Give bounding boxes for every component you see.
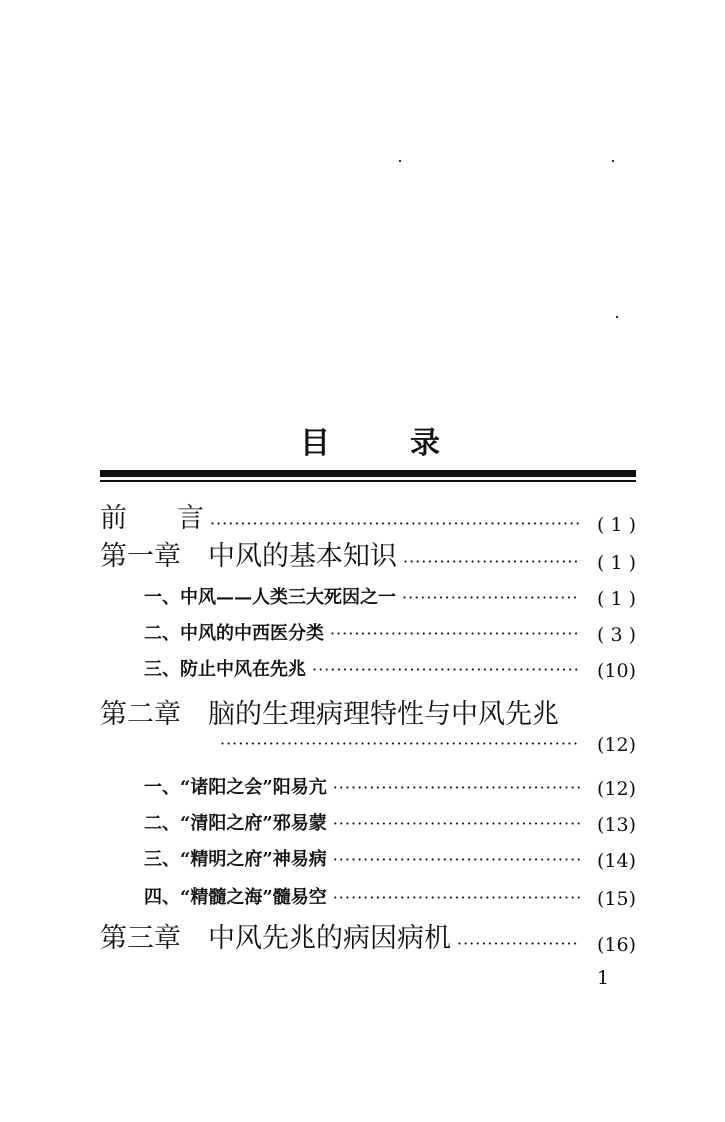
toc-entry-page: (10) — [596, 660, 636, 682]
toc-entry-label: 二、“清阳之府”邪易蒙 — [144, 813, 327, 834]
scan-speck — [616, 316, 618, 318]
toc-entry-section[interactable] — [144, 586, 636, 610]
leader-dots — [210, 516, 580, 532]
toc-entry-page: (12) — [596, 778, 636, 800]
leader-dots — [333, 816, 580, 832]
scan-speck — [399, 160, 401, 162]
leader-dots — [333, 780, 580, 796]
toc-entry-section[interactable] — [144, 886, 636, 910]
toc-entry-label: 第一章 中风的基本知识 — [100, 541, 397, 572]
toc-entry-label: 第二章 脑的生理病理特性与中风先兆 — [100, 699, 559, 730]
toc-entry-preface[interactable] — [100, 502, 636, 536]
page-number: 1 — [597, 967, 610, 989]
toc-entry-chapter-2[interactable] — [100, 698, 636, 732]
toc-entry-section[interactable] — [144, 658, 636, 682]
leader-dots — [403, 554, 580, 570]
toc-entry-page: ( 3 ) — [597, 624, 636, 646]
toc-entry-label: 三、防止中风在先兆 — [144, 659, 306, 680]
toc-entry-label: 三、“精明之府”神易病 — [144, 849, 327, 870]
toc-entry-label: 一、“诸阳之会”阳易亢 — [144, 777, 327, 798]
scan-speck — [612, 160, 614, 162]
title-rule-thick — [100, 470, 636, 477]
leader-dots — [220, 736, 580, 752]
toc-title — [300, 424, 440, 464]
toc-title-char: 目 — [300, 426, 330, 461]
title-rule-thin — [100, 480, 636, 482]
leader-dots — [333, 890, 580, 906]
toc-entry-section[interactable] — [144, 812, 636, 836]
toc-entry-chapter-3[interactable] — [100, 922, 636, 956]
toc-entry-page: ( 1 ) — [597, 588, 636, 610]
toc-entry-page: (12) — [596, 734, 636, 756]
toc-entry-page: (14) — [596, 850, 636, 872]
leader-dots — [330, 626, 580, 642]
toc-entry-section[interactable] — [144, 848, 636, 872]
toc-entry-page: (13) — [596, 814, 636, 836]
toc-title-char: 录 — [410, 426, 440, 461]
toc-entry-page: ( 1 ) — [597, 514, 636, 536]
toc-entry-chapter-1[interactable] — [100, 540, 636, 574]
toc-entry-page: (15) — [596, 888, 636, 910]
toc-entry-page: (16) — [596, 934, 636, 956]
toc-entry-label: 二、中风的中西医分类 — [144, 623, 324, 644]
toc-entry-label: 四、“精髓之海”髓易空 — [144, 887, 327, 908]
toc-entry-label: 前言 — [100, 503, 204, 534]
toc-entry-section[interactable] — [144, 622, 636, 646]
leader-dots — [402, 590, 580, 606]
toc-entry-label: 一、中风——人类三大死因之一 — [144, 587, 396, 608]
toc-entry-section[interactable] — [144, 776, 636, 800]
toc-entry-chapter-2-page — [220, 734, 636, 756]
leader-dots — [312, 662, 580, 678]
leader-dots — [457, 936, 580, 952]
toc-entry-page: ( 1 ) — [597, 552, 636, 574]
leader-dots — [333, 852, 580, 868]
toc-entry-label: 第三章 中风先兆的病因病机 — [100, 923, 451, 954]
